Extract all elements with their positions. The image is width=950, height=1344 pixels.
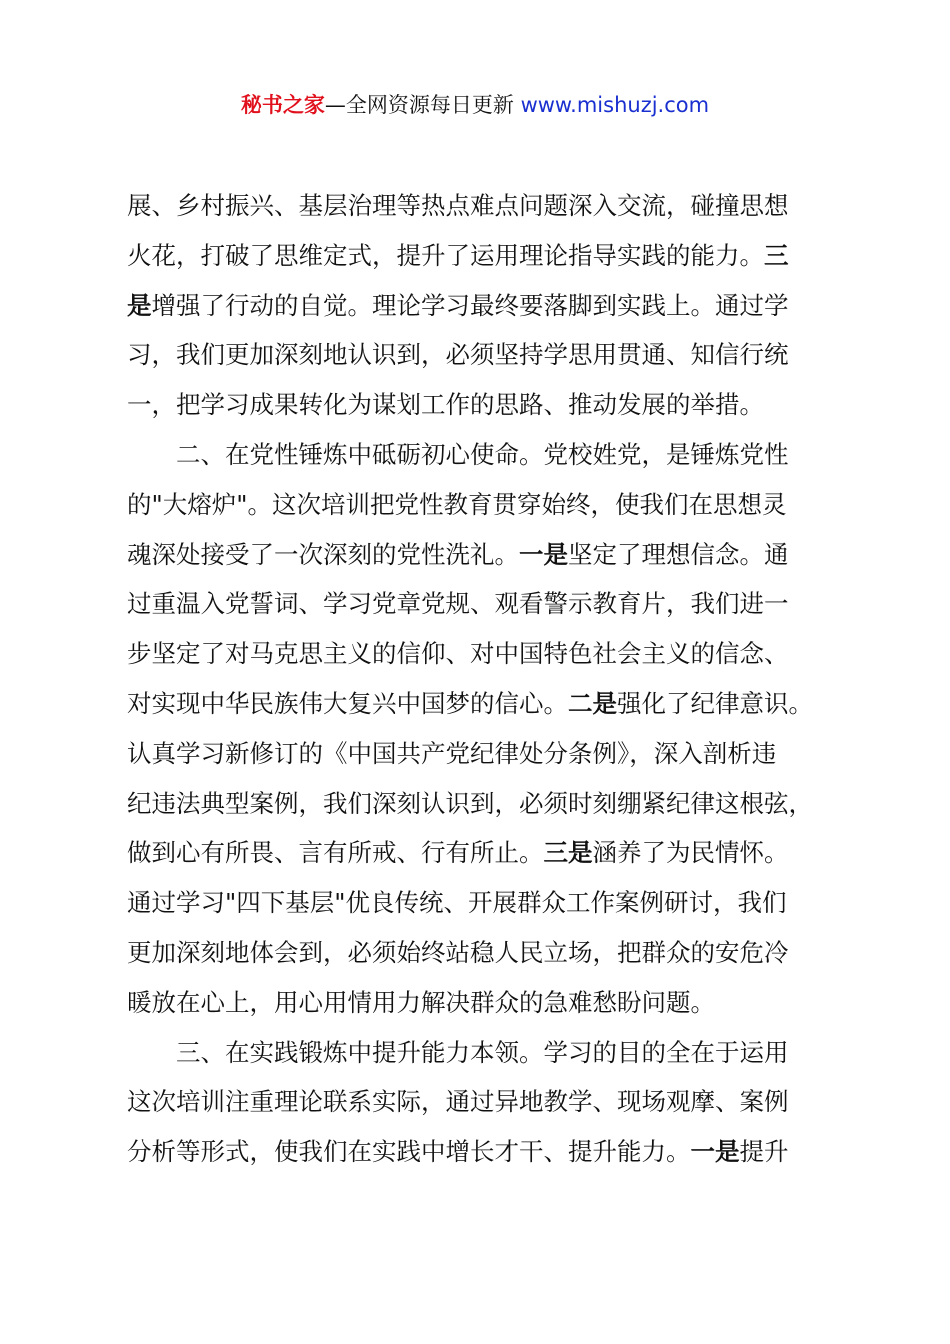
bold-marker: 是: [127, 290, 152, 320]
text-line: [127, 978, 847, 1028]
text-segment: 对实现中华民族伟大复兴中国梦的信心。: [127, 688, 568, 718]
text-line: [127, 281, 847, 331]
text-segment: 更加深刻地体会到，必须始终站稳人民立场，把群众的安危冷: [127, 937, 789, 967]
text-segment: 魂深处接受了一次深刻的党性洗礼。: [127, 539, 519, 569]
text-segment: 习，我们更加深刻地认识到，必须坚持学思用贯通、知信行统: [127, 340, 789, 370]
text-segment: 做到心有所畏、言有所戒、行有所止。: [127, 838, 544, 868]
text-segment: 二、在党性锤炼中砥砺初心使命。党校姓党，是锤炼党性: [176, 439, 789, 469]
bold-marker: 三是: [543, 838, 593, 868]
text-line: [127, 530, 847, 580]
document-body: [127, 181, 847, 1177]
text-segment: 一，把学习成果转化为谋划工作的思路、推动发展的举措。: [127, 390, 764, 420]
text-segment: 展、乡村振兴、基层治理等热点难点问题深入交流，碰撞思想: [127, 191, 789, 220]
site-header: [0, 88, 950, 122]
text-segment: 纪违法典型案例，我们深刻认识到，必须时刻绷紧纪律这根弦，: [127, 788, 813, 818]
text-segment: 三、在实践锻炼中提升能力本领。学习的目的全在于运用: [176, 1037, 789, 1067]
text-segment: 通过学习"四下基层"优良传统、开展群众工作案例研讨，我们: [127, 888, 787, 918]
bold-marker: 一是: [519, 539, 568, 569]
text-line: [127, 928, 847, 978]
text-segment: 提升: [739, 1137, 789, 1167]
bold-marker: 一是: [690, 1137, 740, 1167]
text-line: [127, 729, 847, 779]
text-line: [127, 779, 847, 829]
text-line: [127, 629, 847, 679]
site-url-link[interactable]: www.mishuzj.com: [520, 93, 710, 117]
text-line: [127, 828, 847, 878]
text-segment: 的"大熔炉"。这次培训把党性教育贯穿始终，使我们在思想灵: [127, 489, 787, 519]
text-line: [127, 181, 847, 231]
text-segment: 分析等形式，使我们在实践中增长才干、提升能力。: [127, 1137, 691, 1167]
text-line: [127, 430, 847, 480]
text-line: [127, 231, 847, 281]
text-segment: 火花，打破了思维定式，提升了运用理论指导实践的能力。: [127, 240, 764, 270]
text-line: [127, 1127, 847, 1177]
text-line: [127, 1028, 847, 1078]
text-segment: 增强了行动的自觉。理论学习最终要落脚到实践上。通过学: [151, 290, 789, 320]
brand-name: 秘书之家: [240, 93, 325, 117]
text-line: [127, 878, 847, 928]
text-line: [127, 579, 847, 629]
text-line: [127, 380, 847, 430]
text-segment: 这次培训注重理论联系实际，通过异地教学、现场观摩、案例: [127, 1087, 789, 1117]
site-slogan: —全网资源每日更新: [324, 93, 514, 117]
text-line: [127, 480, 847, 530]
text-segment: 认真学习新修订的《中国共产党纪律处分条例》，深入剖析违: [127, 738, 777, 768]
text-line: [127, 679, 847, 729]
bold-marker: 二是: [568, 688, 617, 718]
text-line: [127, 330, 847, 380]
text-segment: 涵养了为民情怀。: [592, 838, 789, 868]
bold-marker: 三: [764, 240, 789, 270]
text-segment: 强化了纪律意识。: [617, 688, 813, 718]
text-segment: 坚定了理想信念。通: [568, 539, 789, 569]
text-segment: 暖放在心上，用心用情用力解决群众的急难愁盼问题。: [127, 987, 715, 1017]
text-line: [127, 1077, 847, 1127]
text-segment: 过重温入党誓词、学习党章党规、观看警示教育片，我们进一: [127, 589, 789, 619]
text-segment: 步坚定了对马克思主义的信仰、对中国特色社会主义的信念、: [127, 639, 789, 669]
